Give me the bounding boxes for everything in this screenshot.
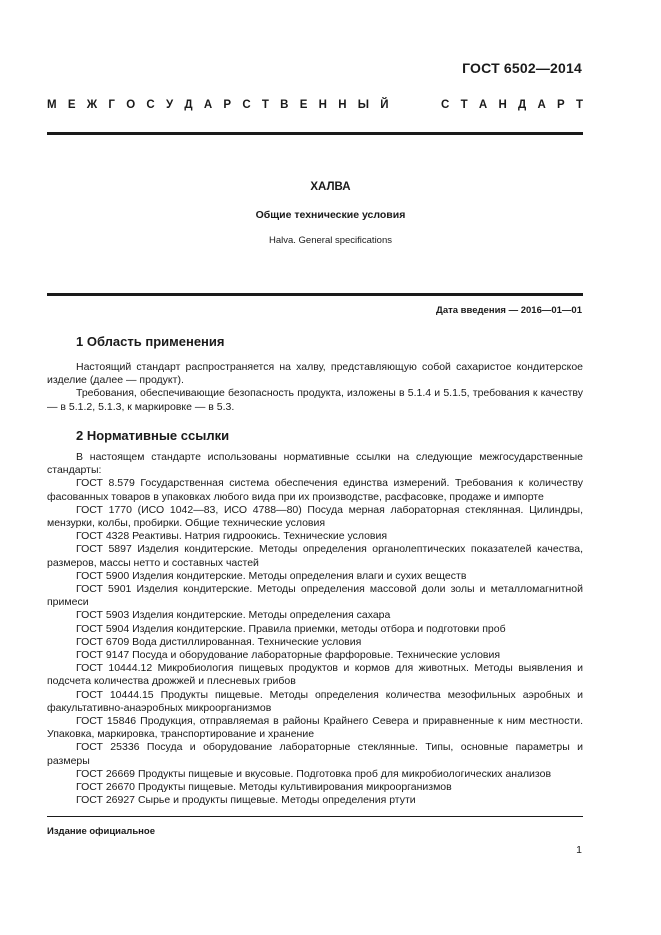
caption-letter: А bbox=[537, 99, 546, 111]
caption-letter: М bbox=[47, 99, 57, 111]
caption-letter: У bbox=[165, 99, 174, 111]
introduction-date: Дата введения — 2016—01—01 bbox=[436, 305, 582, 316]
reference-item: ГОСТ 5900 Изделия кондитерские. Методы определения влаги и сухих веществ bbox=[76, 569, 467, 582]
document-title: ХАЛВА bbox=[310, 181, 351, 193]
caption-letter: Р bbox=[557, 99, 565, 111]
reference-item: ГОСТ 1770 (ИСО 1042—83, ИСО 4788—80) Посуда мерная лабораторная стеклянная. Цилиндры, мензурки, колбы, пробирки. Общие технические условия bbox=[47, 503, 583, 530]
gost-code: ГОСТ 6502—2014 bbox=[462, 60, 582, 76]
section-2-heading: 2 Нормативные ссылки bbox=[76, 428, 230, 443]
title-divider bbox=[47, 293, 583, 296]
edition-label: Издание официальное bbox=[47, 826, 155, 837]
reference-item: ГОСТ 5904 Изделия кондитерские. Правила приемки, методы отбора и подготовки проб bbox=[76, 622, 506, 635]
caption-letter: Е bbox=[67, 99, 76, 111]
caption-letter: В bbox=[280, 99, 289, 111]
caption-letter: Ы bbox=[357, 99, 370, 111]
caption-letter: Т bbox=[575, 99, 583, 111]
caption-letter: Й bbox=[380, 99, 389, 111]
caption-letter: С bbox=[441, 99, 450, 111]
reference-item: ГОСТ 26669 Продукты пищевые и вкусовые. Подготовка проб для микробиологических анализов bbox=[76, 767, 552, 780]
paragraph: Требования, обеспечивающие безопасность продукта, изложены в 5.1.4 и 5.1.5, требования к качеству — в 5.1.2, 5.1.3, к маркировке — в 5.3. bbox=[47, 387, 583, 413]
caption-letter: С bbox=[242, 99, 251, 111]
caption-letter: Д bbox=[184, 99, 193, 111]
section-1-heading: 1 Область применения bbox=[76, 334, 225, 349]
footer-divider bbox=[47, 816, 583, 817]
document-subtitle: Общие технические условия bbox=[255, 209, 406, 221]
caption-letter: Ж bbox=[86, 99, 98, 111]
page-number: 1 bbox=[576, 844, 582, 856]
paragraph: Настоящий стандарт распространяется на халву, представляющую собой сахаристое кондитерское изделие (далее — продукт). bbox=[47, 361, 583, 387]
caption-gap bbox=[400, 99, 430, 111]
caption-letter: Н bbox=[318, 99, 327, 111]
caption-letter: Т bbox=[261, 99, 269, 111]
reference-item: ГОСТ 26927 Сырье и продукты пищевые. Методы определения ртути bbox=[76, 794, 416, 807]
caption-letter: Е bbox=[299, 99, 308, 111]
reference-item: ГОСТ 9147 Посуда и оборудование лабораторные фарфоровые. Технические условия bbox=[76, 649, 501, 662]
reference-item: ГОСТ 26670 Продукты пищевые. Методы культивирования микроорганизмов bbox=[76, 781, 452, 794]
reference-item: ГОСТ 10444.15 Продукты пищевые. Методы определения количества мезофильных аэробных и факультативно-анаэробных микроорганизмов bbox=[47, 688, 583, 714]
reference-item: ГОСТ 5897 Изделия кондитерские. Методы определения органолептических показателей качества, размеров, массы нетто и составных частей bbox=[47, 543, 583, 569]
reference-item: ГОСТ 15846 Продукция, отправляемая в районы Крайнего Севера и приравненные к ним местности. Упаковка, маркировка, транспортирование и хранение bbox=[47, 715, 583, 741]
caption-letter: Д bbox=[518, 99, 527, 111]
section-2-body bbox=[47, 451, 583, 807]
reference-item: ГОСТ 8.579 Государственная система обеспечения единства измерений. Требования к количеству фасованных товаров в упаковках любого вида при их производстве, расфасовке, продаже и импорте bbox=[47, 477, 583, 503]
caption-letter: С bbox=[146, 99, 155, 111]
reference-item: ГОСТ 10444.12 Микробиология пищевых продуктов и кормов для животных. Методы выявления и подсчета количества дрожжей и плесневых грибов bbox=[47, 662, 583, 688]
section-1-body bbox=[47, 361, 583, 414]
header-divider bbox=[47, 132, 583, 135]
caption-letter: Н bbox=[498, 99, 507, 111]
interstate-standard-caption bbox=[47, 99, 583, 111]
caption-letter: Н bbox=[338, 99, 347, 111]
caption-letter: Г bbox=[108, 99, 115, 111]
paragraph: В настоящем стандарте использованы нормативные ссылки на следующие межгосударственные стандарты: bbox=[47, 451, 583, 477]
caption-letter: О bbox=[126, 99, 136, 111]
reference-item: ГОСТ 5903 Изделия кондитерские. Методы определения сахара bbox=[76, 609, 391, 622]
caption-letter: А bbox=[203, 99, 213, 111]
caption-letter: Р bbox=[223, 99, 232, 111]
reference-item: ГОСТ 6709 Вода дистиллированная. Технические условия bbox=[76, 635, 362, 648]
reference-item: ГОСТ 4328 Реактивы. Натрия гидроокись. Технические условия bbox=[76, 530, 388, 543]
caption-letter: А bbox=[478, 99, 488, 111]
document-english-title: Halva. General specifications bbox=[268, 235, 393, 246]
reference-item: ГОСТ 25336 Посуда и оборудование лабораторные стеклянные. Типы, основные параметры и размеры bbox=[47, 741, 583, 767]
reference-item: ГОСТ 5901 Изделия кондитерские. Методы определения массовой доли золы и металломагнитной примеси bbox=[47, 583, 583, 609]
caption-letter: Т bbox=[460, 99, 468, 111]
